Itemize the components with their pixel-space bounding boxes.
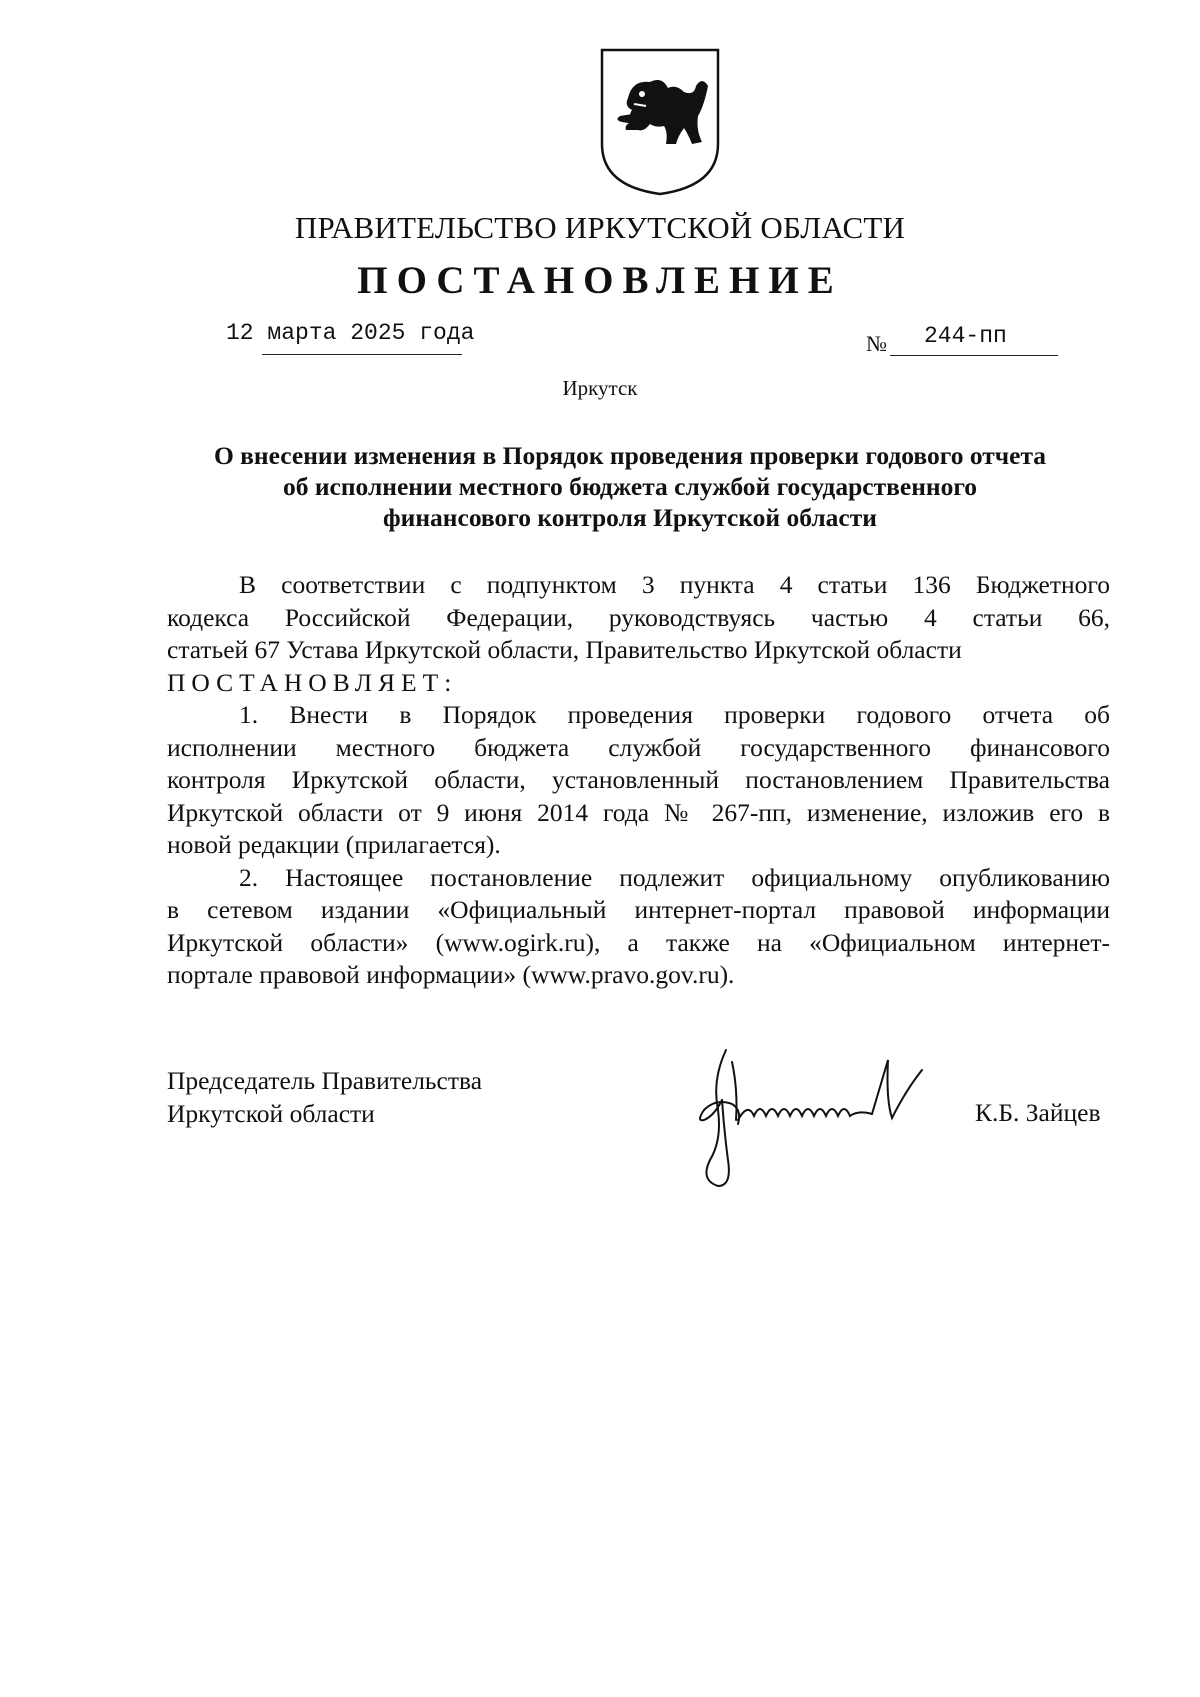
document-body (167, 569, 1110, 992)
document-number: 244-пп (924, 323, 1007, 349)
body-line: контроля Иркутской области, установленный постановлением Правительства (167, 765, 1110, 794)
body-line: ПОСТАНОВЛЯЕТ: (167, 667, 458, 697)
body-line: В соответствии с подпунктом 3 пункта 4 статьи 136 Бюджетного (239, 570, 1110, 599)
irkutsk-coat-of-arms-icon (598, 46, 722, 198)
body-line: Иркутской области от 9 июня 2014 года № 267-пп, изменение, изложив его в (167, 797, 1110, 827)
body-line: портале правовой информации» (www.pravo.gov.ru). (167, 960, 735, 989)
position-line: Иркутской области (167, 1099, 375, 1128)
body-line: кодекса Российской Федерации, руководствуясь частью 4 статьи 66, (167, 602, 1110, 632)
handwritten-signature-icon (682, 1040, 944, 1190)
body-line: исполнении местного бюджета службой государственного финансового (167, 732, 1110, 762)
document-type: ПОСТАНОВЛЕНИЕ (357, 259, 843, 302)
signatory-name: К.Б. Зайцев (975, 1098, 1101, 1127)
body-line: Иркутской области» (www.ogirk.ru), а также на «Официальном интернет- (167, 927, 1110, 957)
date-underline (262, 354, 462, 355)
body-line: новой редакции (прилагается). (167, 830, 501, 859)
title-line: об исполнении местного бюджета службой государственного (282, 472, 978, 501)
document-date: 12 марта 2025 года (226, 320, 475, 346)
body-line: статьей 67 Устава Иркутской области, Правительство Иркутской области (167, 635, 962, 664)
body-line: в сетевом издании «Официальный интернет-портал правовой информации (167, 895, 1110, 924)
number-underline (890, 355, 1058, 356)
document-title (150, 440, 1110, 533)
body-line: 1. Внести в Порядок проведения проверки годового отчета об (239, 700, 1110, 729)
position-line: Председатель Правительства (167, 1066, 483, 1095)
signatory-position (167, 1064, 482, 1130)
city: Иркутск (562, 376, 638, 400)
title-line: финансового контроля Иркутской области (383, 503, 877, 532)
title-line: О внесении изменения в Порядок проведения проверки годового отчета (213, 441, 1047, 470)
number-label: № (866, 331, 887, 356)
body-line: 2. Настоящее постановление подлежит официальному опубликованию (239, 862, 1110, 892)
government-name: ПРАВИТЕЛЬСТВО ИРКУТСКОЙ ОБЛАСТИ (294, 210, 906, 245)
